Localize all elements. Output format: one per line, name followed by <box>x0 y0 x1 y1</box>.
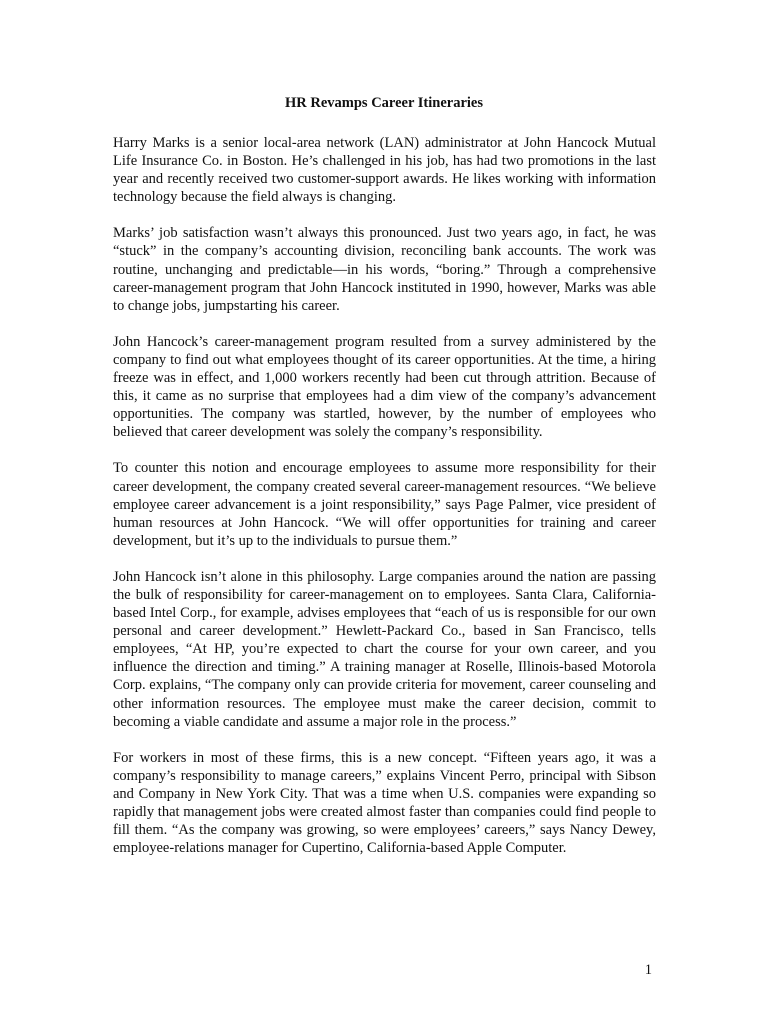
paragraph-1: Harry Marks is a senior local-area network (LAN) administrator at John Hancock Mutual Life Insurance Co. in Boston. He’s challenged in his job, has had two promotions in the last year and recently received two customer-support awards. He likes working with information technology because the field always is changing. <box>113 135 656 206</box>
document-body <box>113 134 656 875</box>
paragraph-6: For workers in most of these firms, this is a new concept. “Fifteen years ago, it was a company’s responsibility to manage careers,” explains Vincent Perro, principal with Sibson and Company in New York City. That was a time when U.S. companies were expanding so rapidly that management jobs were created almost faster than companies could find people to fill them. “As the company was growing, so were employees’ careers,” says Nancy Dewey, employee-relations manager for Cupertino, California-based Apple Computer. <box>113 749 656 857</box>
paragraph-4: To counter this notion and encourage employees to assume more responsibility for their career development, the company created several career-management resources. “We believe employee career advancement is a joint responsibility,” says Page Palmer, vice president of human resources at John Hancock. “We will offer opportunities for training and career development, but it’s up to the individuals to pursue them.” <box>113 460 656 549</box>
paragraph-3: John Hancock’s career-management program resulted from a survey administered by the company to find out what employees thought of its career opportunities. At the time, a hiring freeze was in effect, and 1,000 workers recently had been cut through attrition. Because of this, it came as no surprise that employees had a dim view of the company’s advancement opportunities. The company was startled, however, by the number of employees who believed that career development was solely the company’s responsibility. <box>113 333 656 441</box>
page-number: 1 <box>644 962 652 978</box>
paragraph-2: Marks’ job satisfaction wasn’t always this pronounced. Just two years ago, in fact, he was “stuck” in the company’s accounting division, reconciling bank accounts. The work was routine, unchanging and predictable—in his words, “boring.” Through a comprehensive career-management program that John Hancock instituted in 1990, however, Marks was able to change jobs, jumpstarting his career. <box>113 225 656 314</box>
document-title: HR Revamps Career Itineraries <box>285 95 483 111</box>
paragraph-5: John Hancock isn’t alone in this philosophy. Large companies around the nation are passing the bulk of responsibility for career-management on to employees. Santa Clara, California-based Intel Corp., for example, advises employees that “each of us is responsible for our own personal and career development.” Hewlett-Packard Co., based in San Francisco, tells employees, “At HP, you’re expected to chart the course for your own career, and you influence the direction and timing.” A training manager at Roselle, Illinois-based Motorola Corp. explains, “The company only can provide criteria for movement, career counseling and other information resources. The employee must make the career decision, commit to becoming a viable candidate and assume a major role in the process.” <box>113 568 656 730</box>
